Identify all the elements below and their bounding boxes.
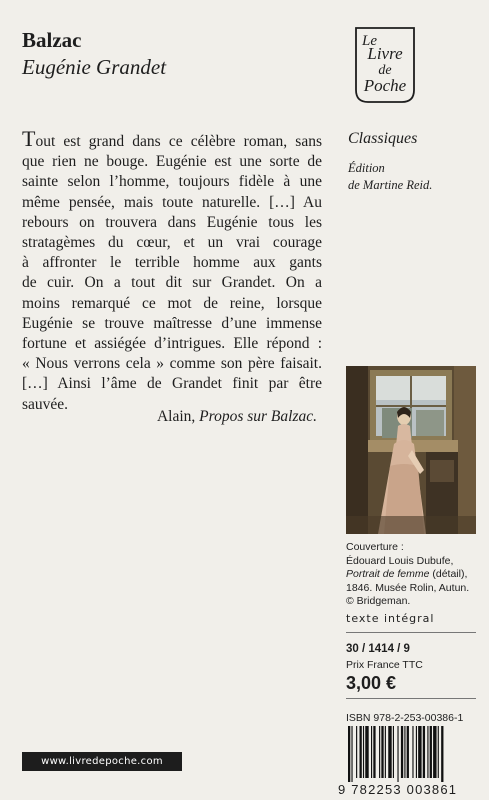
- barcode-bar: [360, 726, 362, 778]
- barcode-bar: [401, 726, 403, 778]
- logo-text-livre: Livre: [367, 44, 403, 63]
- barcode-bar: [404, 726, 405, 778]
- blurb-line: Eugénie se trouve maîtresse d’une immense: [22, 314, 322, 332]
- website-link[interactable]: www.livredepoche.com: [22, 752, 182, 771]
- drop-letter: T: [22, 126, 36, 151]
- barcode: [346, 726, 478, 782]
- blurb-line: moins remarqué ce mot de reine, lorsque: [22, 294, 322, 312]
- blurb-line: même pensée, mais toute naturelle. […] Au: [22, 193, 322, 211]
- barcode-bar: [381, 726, 383, 778]
- barcode-bar: [418, 726, 421, 778]
- book-author: Balzac: [22, 28, 82, 52]
- barcode-bar: [412, 726, 413, 778]
- barcode-bar: [397, 726, 398, 782]
- blurb-line-text: out est grand dans ce célèbre roman, sans: [35, 133, 322, 150]
- barcode-bar: [423, 726, 425, 778]
- blurb-line: rebours on trouvera dans Eugénie tous les: [22, 213, 322, 231]
- barcode-bar: [407, 726, 409, 778]
- barcode-bar: [441, 726, 443, 782]
- barcode-bar: [430, 726, 432, 778]
- blurb-line: fortune et assiégée d’intrigues. Elle répond :: [22, 335, 322, 353]
- price-value: 3,00 €: [346, 673, 397, 693]
- barcode-bar: [438, 726, 439, 778]
- livre-de-poche-logo: [352, 26, 418, 104]
- logo-text-poche: Poche: [363, 76, 407, 95]
- credit-line-5: © Bridgeman.: [346, 595, 411, 607]
- cover-credit: [346, 541, 469, 609]
- catalog-code: 30 / 1414 / 9: [346, 643, 410, 655]
- divider-top: [346, 632, 476, 633]
- cover-painting: [346, 366, 476, 534]
- barcode-bar: [393, 726, 394, 778]
- barcode-bar: [351, 726, 352, 782]
- blurb-line: que rien ne bouge. Eugénie est une sorte de: [22, 153, 322, 171]
- book-title: Eugénie Grandet: [22, 55, 167, 79]
- back-cover-blurb: [22, 126, 322, 415]
- blurb-line: […] Ainsi l’âme de Grandet finit par être: [22, 375, 322, 393]
- blurb-line: [22, 126, 322, 152]
- blurb-line: sauvée.: [22, 395, 69, 413]
- blurb-line: de cuir. On a tout dit sur Grandet. On a: [22, 274, 322, 292]
- attribution-work: Propos sur Balzac.: [199, 408, 317, 425]
- barcode-bar: [416, 726, 417, 778]
- edition-credit: [348, 160, 432, 194]
- blurb-line: sainte selon l’homme, toujours fidèle à une: [22, 173, 322, 191]
- blurb-attribution: [157, 408, 317, 426]
- blurb-line: « Nous verrons cela » comme son père faisait.: [22, 355, 322, 373]
- barcode-bar: [385, 726, 386, 778]
- barcode-bar: [388, 726, 391, 778]
- logo-text-de: de: [378, 63, 392, 78]
- texte-integral-label: texte intégral: [346, 612, 435, 625]
- edition-line-1: Édition: [348, 161, 385, 175]
- barcode-bar: [373, 726, 375, 778]
- barcode-bar: [363, 726, 364, 778]
- barcode-bar: [365, 726, 368, 778]
- barcode-bar: [348, 726, 350, 782]
- barcode-bar: [427, 726, 428, 778]
- edition-line-2: de Martine Reid.: [348, 178, 433, 192]
- collection-name: Classiques: [348, 130, 418, 147]
- attribution-name: Alain,: [156, 408, 200, 425]
- credit-line-4: 1846. Musée Rolin, Autun.: [346, 581, 470, 594]
- credit-painting-title: Portrait de femme: [346, 568, 430, 580]
- isbn-number: ISBN 978-2-253-00386-1: [346, 712, 464, 724]
- barcode-bar: [379, 726, 380, 778]
- credit-line-1: Couverture :: [346, 541, 404, 553]
- credit-line-3: [346, 568, 469, 582]
- barcode-bar: [356, 726, 357, 778]
- credit-painting-detail: (détail),: [429, 568, 468, 580]
- barcode-digits: 9 782253 003861: [338, 782, 458, 797]
- blurb-line: à affronter le terrible homme aux gants: [22, 254, 322, 272]
- divider-bottom: [346, 698, 476, 699]
- blurb-line: stratagèmes du cœur, et un vrai courage: [22, 234, 322, 252]
- barcode-bar: [433, 726, 436, 778]
- credit-line-2: Édouard Louis Dubufe,: [346, 554, 454, 567]
- logo-text-le: Le: [362, 33, 377, 49]
- barcode-bar: [371, 726, 372, 778]
- price-label: Prix France TTC: [346, 659, 423, 671]
